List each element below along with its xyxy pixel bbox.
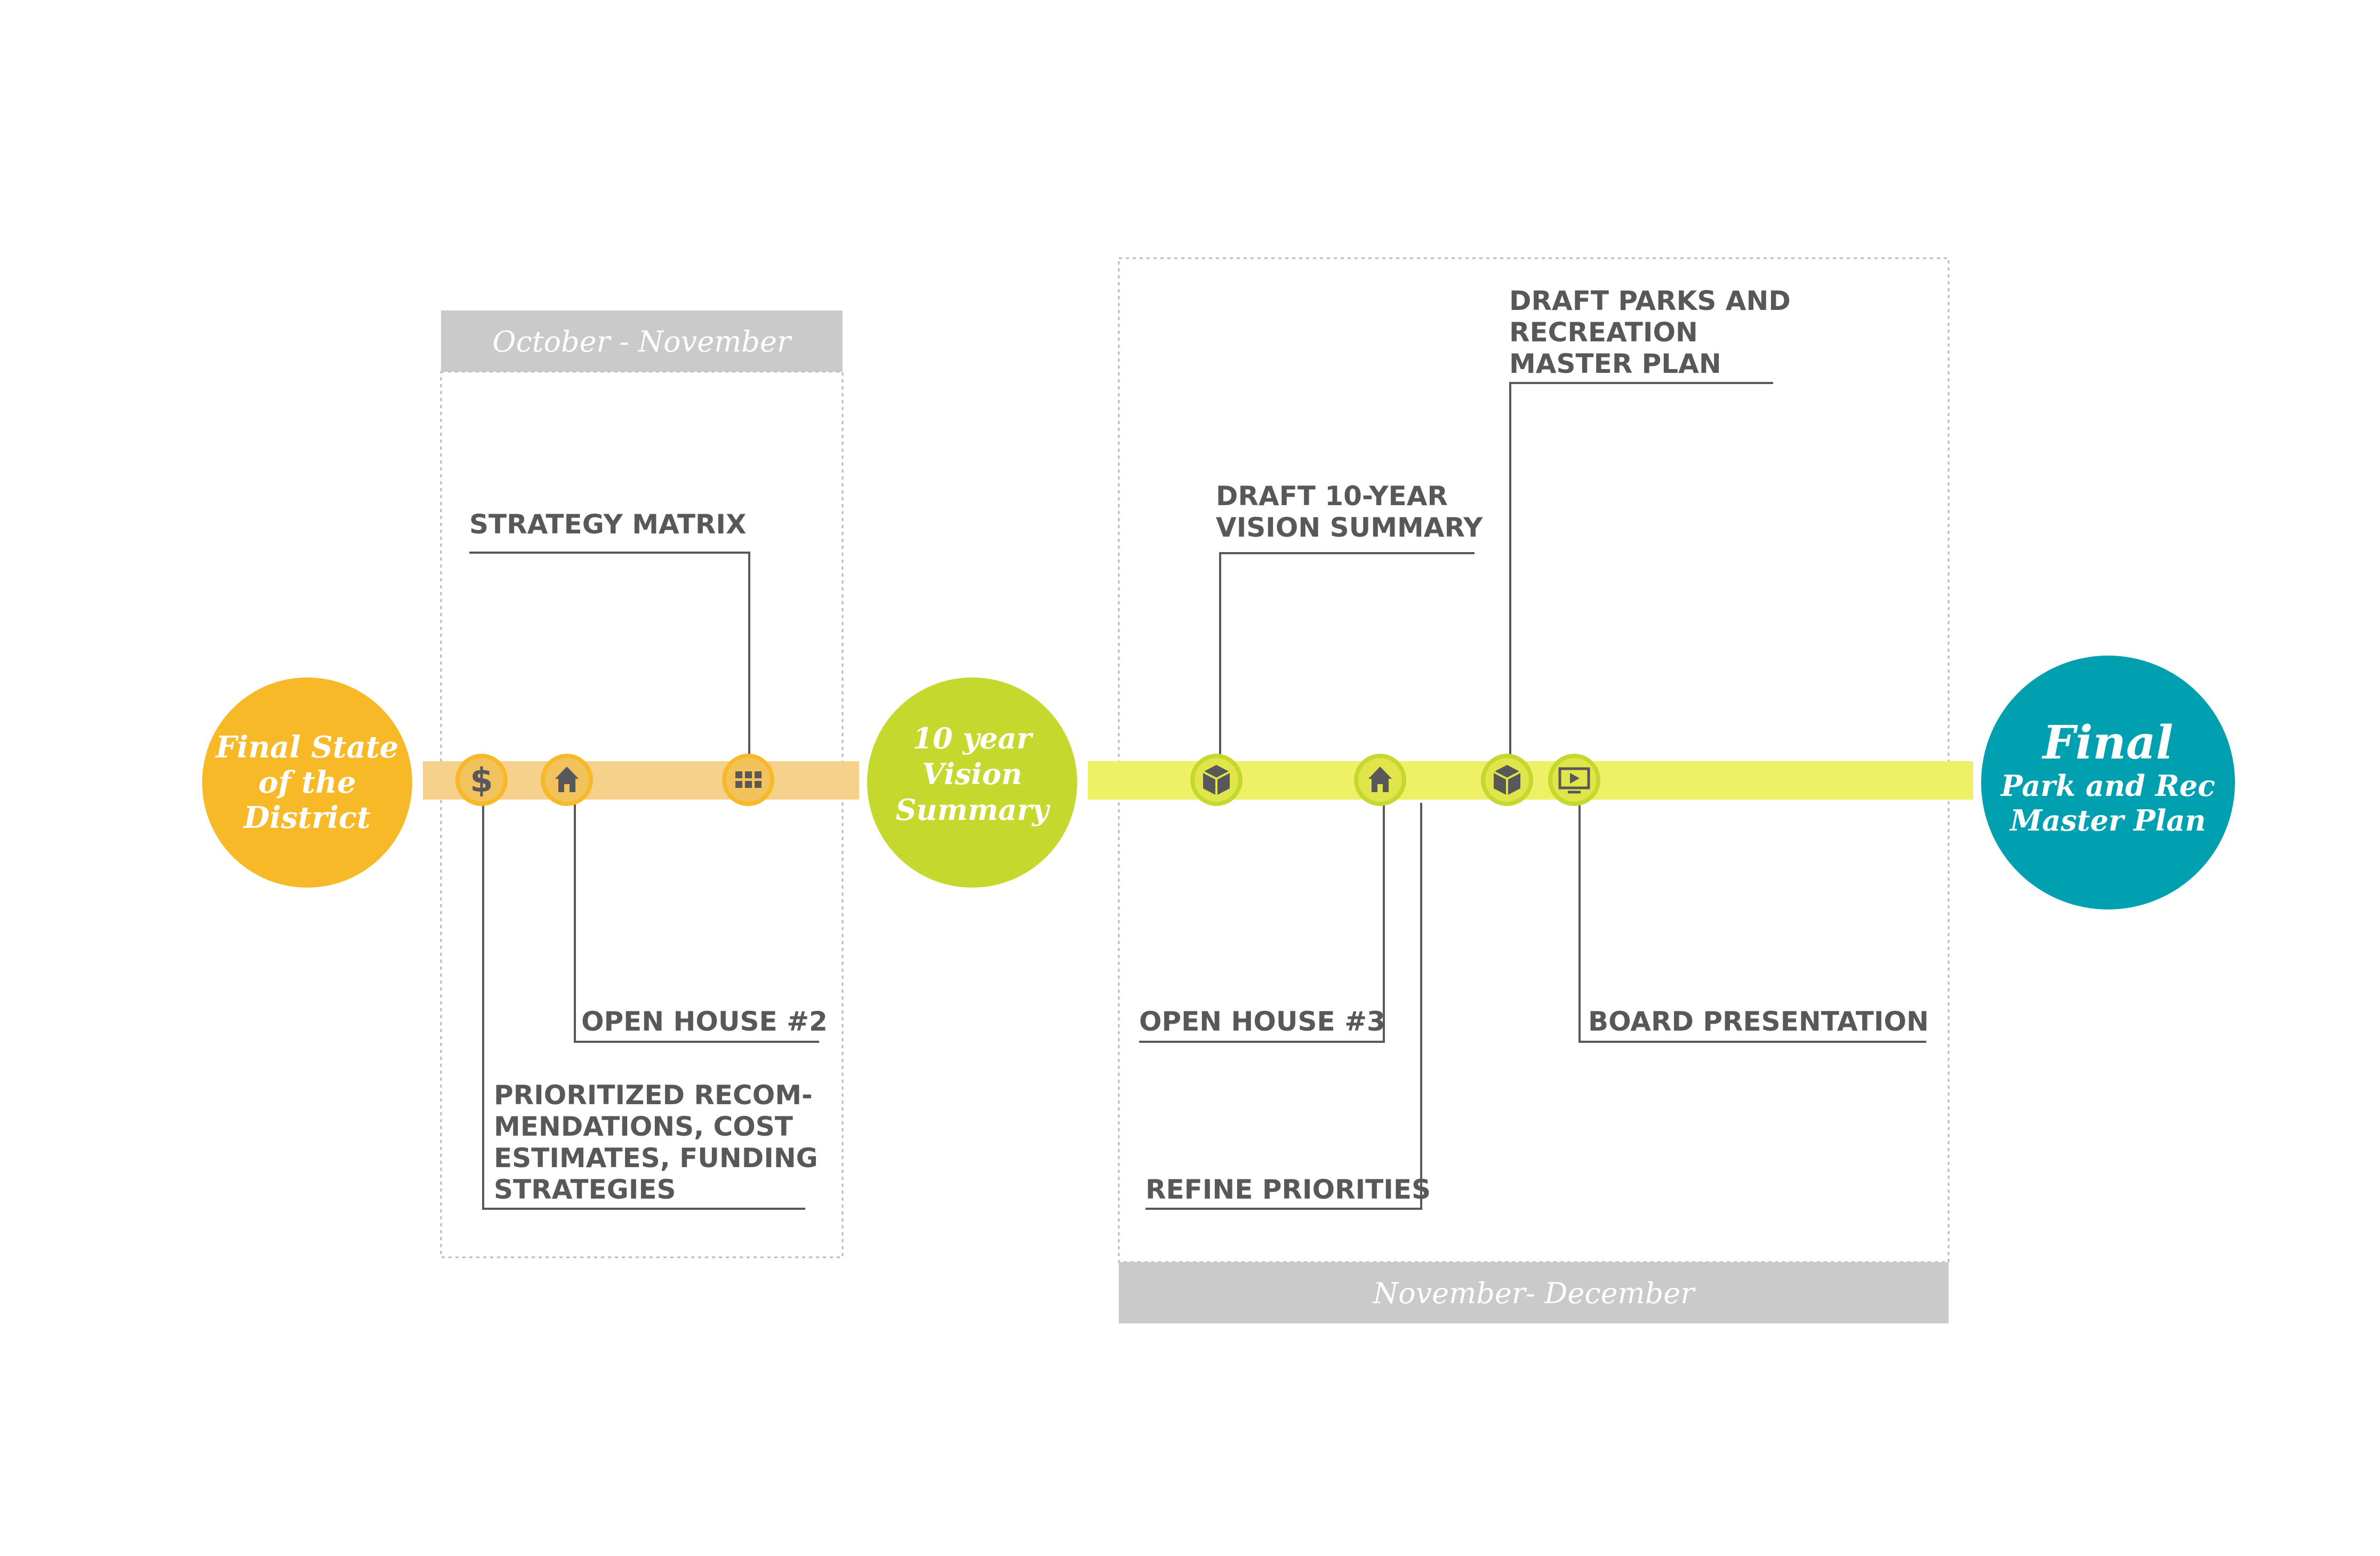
play-screen-icon [1550,756,1598,804]
leader-board-presentation [1580,796,1926,1042]
house-icon [1356,756,1404,804]
milestone-start-line2: of the [258,765,356,800]
milestone-end-line1: Final [2042,716,2174,770]
label-prioritized-line4: STRATEGIES [494,1174,676,1205]
milestone-start-line1: Final State [215,730,399,765]
period-label-nov-dec: November- December [1373,1276,1695,1310]
label-draft-parks-line1: DRAFT PARKS AND [1509,285,1791,316]
label-draft-vision-line1: DRAFT 10-YEAR [1216,481,1448,512]
label-open-house-3: OPEN HOUSE #3 [1139,1006,1385,1037]
milestone-start-line3: District [244,800,371,835]
label-draft-parks-line3: MASTER PLAN [1509,348,1721,379]
period-label-oct-nov: October - November [492,325,791,358]
milestone-end-line3: Master Plan [2010,803,2206,837]
grid-icon [724,756,772,804]
milestone-end-line2: Park and Rec [2001,769,2215,803]
house-icon [543,756,591,804]
label-refine-priorities: REFINE PRIORITIES [1145,1174,1431,1205]
leader-strategy-matrix [469,553,749,764]
label-prioritized-line2: MENDATIONS, COST [494,1111,793,1142]
label-prioritized-line1: PRIORITIZED RECOM- [494,1080,813,1111]
label-draft-vision-line2: VISION SUMMARY [1216,512,1483,543]
leader-draft-vision [1220,553,1475,764]
label-prioritized-line3: ESTIMATES, FUNDING [494,1143,818,1174]
label-strategy-matrix: STRATEGY MATRIX [469,509,747,540]
box-icon [1192,756,1240,804]
dollar-glyph: $ [470,761,493,800]
dollar-icon [458,756,506,804]
milestone-mid-line1: 10 year [912,721,1032,755]
label-draft-parks-line2: RECREATION [1509,317,1698,348]
milestone-mid-line3: Summary [895,793,1049,827]
label-open-house-2: OPEN HOUSE #2 [581,1006,828,1037]
leader-open-house-2 [575,796,819,1042]
phase-frame-nov-dec [1119,258,1949,1262]
leader-draft-parks [1510,383,1773,764]
milestone-mid-line2: Vision [922,757,1022,791]
label-board-presentation: BOARD PRESENTATION [1588,1006,1929,1037]
leader-open-house-3 [1139,796,1384,1042]
box-icon [1483,756,1531,804]
